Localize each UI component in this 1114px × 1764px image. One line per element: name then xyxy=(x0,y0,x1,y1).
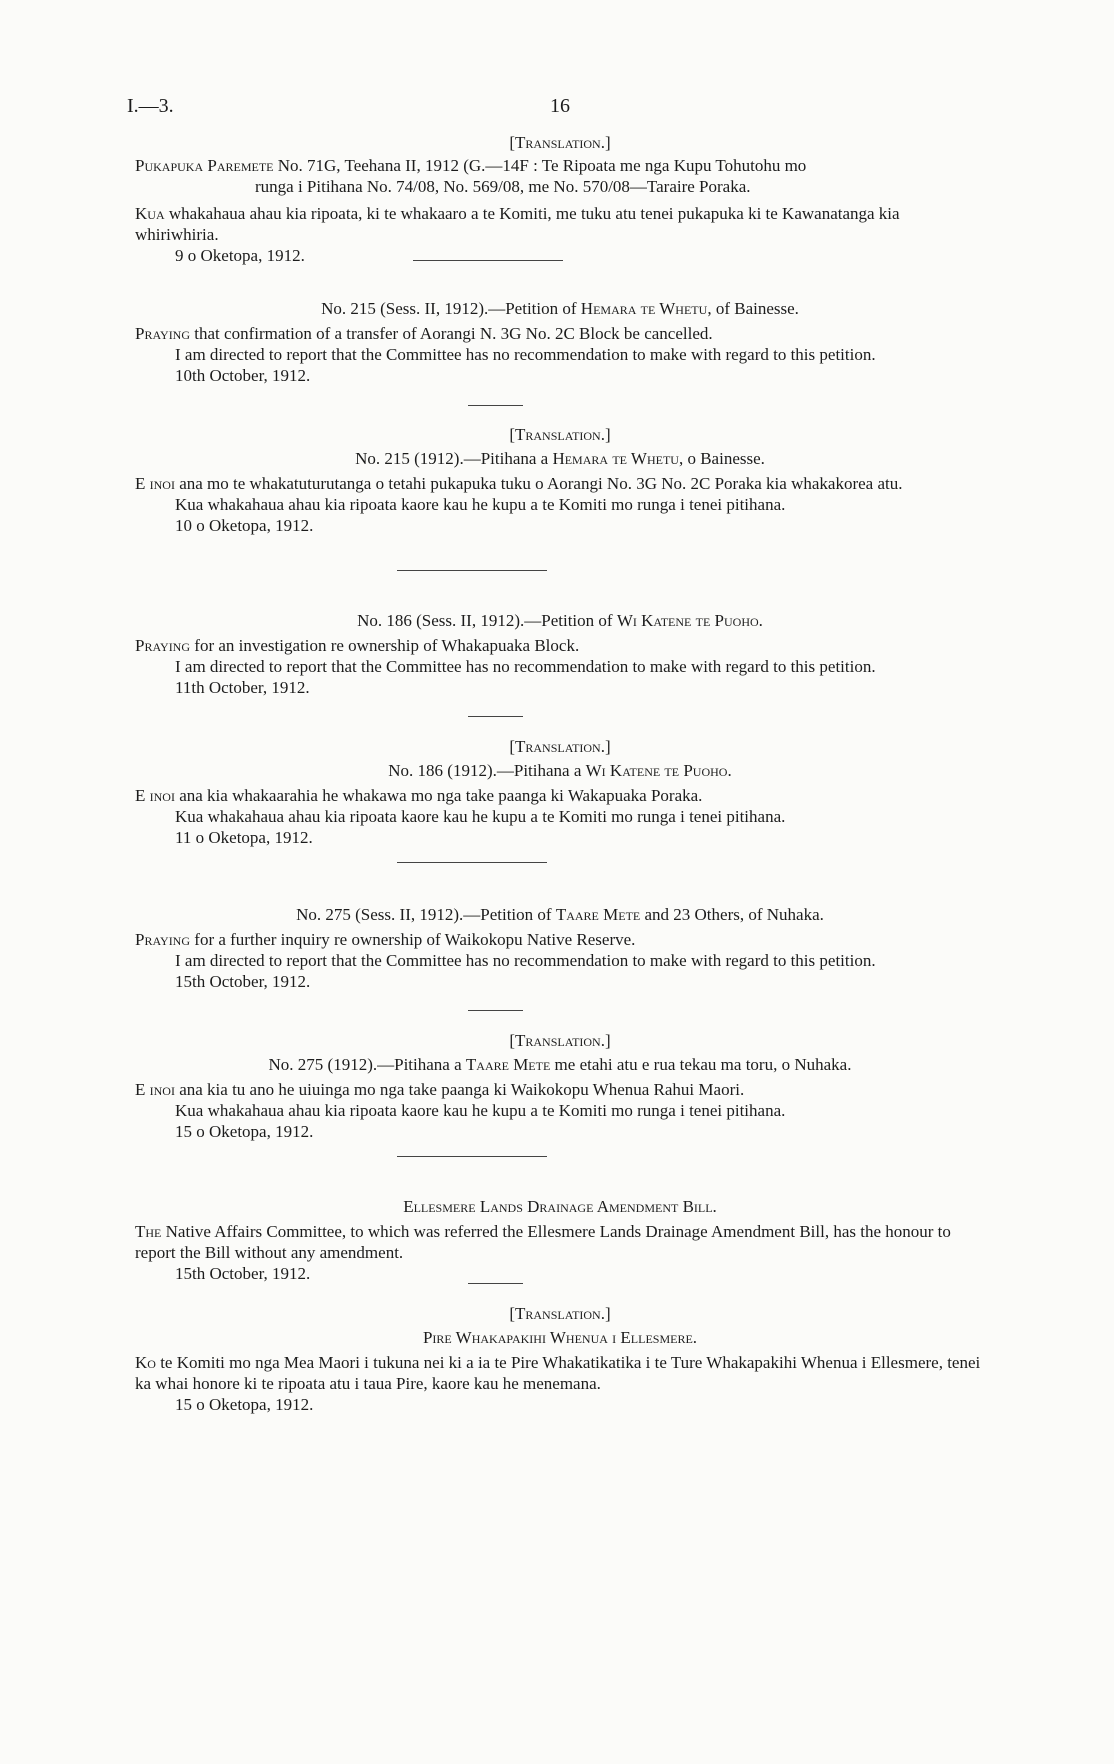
section-date: 15th October, 1912. xyxy=(175,1264,311,1283)
report-paragraph: Kua whakahaua ahau kia ripoata kaore kau he kupu a te Komiti mo runga i tenei pitihana. xyxy=(175,495,786,514)
section-body: E inoi ana kia tu ano he uiuinga mo nga take paanga ki Waikokopu Whenua Rahui Maori. xyxy=(135,1080,745,1099)
petition-section-215 xyxy=(135,298,985,386)
section-title: No. 215 (Sess. II, 1912).—Petition of Hemara te Whetu, of Bainesse. xyxy=(321,299,799,318)
section-date: 11th October, 1912. xyxy=(175,678,310,697)
report-paragraph: I am directed to report that the Committee has no recommendation to make with regard to this petition. xyxy=(175,345,876,364)
section-body: E inoi ana mo te whakatuturutanga o tetahi pukapuka tuku o Aorangi No. 3G No. 2C Poraka kia whakakorea atu. xyxy=(135,474,903,493)
section-divider xyxy=(397,862,547,863)
short-divider xyxy=(468,716,523,717)
report-paragraph: I am directed to report that the Committee has no recommendation to make with regard to this petition. xyxy=(175,951,876,970)
short-divider xyxy=(468,1010,523,1011)
report-paragraph: I am directed to report that the Committee has no recommendation to make with regard to this petition. xyxy=(175,657,876,676)
paper-reference: I.—3. xyxy=(127,95,174,117)
section-date: 15th October, 1912. xyxy=(175,972,311,991)
section-body: The Native Affairs Committee, to which was referred the Ellesmere Lands Drainage Amendment Bill, has the honour to report the Bill without any amendment. xyxy=(135,1222,951,1262)
translation-section-215 xyxy=(135,424,985,536)
section-body: Kua whakahaua ahau kia ripoata, ki te whakaaro a te Komiti, me tuku atu tenei pukapuka ki te Kawanatanga kia whiriwhiria. xyxy=(135,204,900,244)
section-title: No. 215 (1912).—Pitihana a Hemara te Whetu, o Bainesse. xyxy=(355,449,765,468)
section-divider xyxy=(397,1156,547,1157)
section-date: 15 o Oketopa, 1912. xyxy=(175,1395,314,1414)
section-body: Ko te Komiti mo nga Mea Maori i tukuna nei ki a ia te Pire Whakatikatika i te Ture Whakapakihi Whenua i Ellesmere, tenei ka whai honore ki te ripoata atu i taua Pire, kaore kau he menemana. xyxy=(135,1353,981,1393)
translation-heading: [Translation.] xyxy=(509,1031,611,1050)
section-title: Pukapuka Paremete No. 71G, Teehana II, 1912 (G.—14F : Te Ripoata me nga Kupu Tohutohu mo xyxy=(135,156,807,175)
page-header xyxy=(127,95,985,120)
section-title-continued: runga i Pitihana No. 74/08, No. 569/08, me No. 570/08—Taraire Poraka. xyxy=(255,177,751,196)
translation-heading: [Translation.] xyxy=(509,133,611,152)
translation-section-186 xyxy=(135,736,985,848)
petition-section-186 xyxy=(135,610,985,698)
section-date: 10th October, 1912. xyxy=(175,366,311,385)
short-divider xyxy=(468,405,523,406)
section-title: No. 186 (1912).—Pitihana a Wi Katene te Puoho. xyxy=(388,761,732,780)
petition-section-275 xyxy=(135,904,985,992)
bill-report-section xyxy=(135,1196,985,1284)
section-date: 9 o Oketopa, 1912. xyxy=(175,246,305,265)
section-date: 10 o Oketopa, 1912. xyxy=(175,516,314,535)
translation-heading: [Translation.] xyxy=(509,737,611,756)
praying-paragraph: Praying for a further inquiry re ownership of Waikokopu Native Reserve. xyxy=(135,930,636,949)
report-paragraph: Kua whakahaua ahau kia ripoata kaore kau he kupu a te Komiti mo runga i tenei pitihana. xyxy=(175,1101,786,1120)
report-paragraph: Kua whakahaua ahau kia ripoata kaore kau he kupu a te Komiti mo runga i tenei pitihana. xyxy=(175,807,786,826)
short-divider xyxy=(468,1283,523,1284)
section-title: Pire Whakapakihi Whenua i Ellesmere. xyxy=(422,1328,698,1347)
translation-heading: [Translation.] xyxy=(509,1304,611,1323)
section-title: No. 275 (1912).—Pitihana a Taare Mete me etahi atu e rua tekau ma toru, o Nuhaka. xyxy=(268,1055,852,1074)
section-title: Ellesmere Lands Drainage Amendment Bill. xyxy=(403,1197,717,1216)
section-date: 15 o Oketopa, 1912. xyxy=(175,1122,314,1141)
page-number: 16 xyxy=(550,95,570,117)
section-date: 11 o Oketopa, 1912. xyxy=(175,828,313,847)
translation-section-paremete xyxy=(135,132,985,266)
translation-section-275 xyxy=(135,1030,985,1142)
praying-paragraph: Praying for an investigation re ownership of Whakapuaka Block. xyxy=(135,636,580,655)
translation-section-bill xyxy=(135,1303,985,1415)
section-title: No. 275 (Sess. II, 1912).—Petition of Taare Mete and 23 Others, of Nuhaka. xyxy=(296,905,824,924)
section-body: E inoi ana kia whakaarahia he whakawa mo nga take paanga ki Wakapuaka Poraka. xyxy=(135,786,703,805)
section-title: No. 186 (Sess. II, 1912).—Petition of Wi Katene te Puoho. xyxy=(357,611,763,630)
praying-paragraph: Praying that confirmation of a transfer of Aorangi N. 3G No. 2C Block be cancelled. xyxy=(135,324,713,343)
translation-heading: [Translation.] xyxy=(509,425,611,444)
section-divider xyxy=(413,260,563,261)
section-divider xyxy=(397,570,547,571)
